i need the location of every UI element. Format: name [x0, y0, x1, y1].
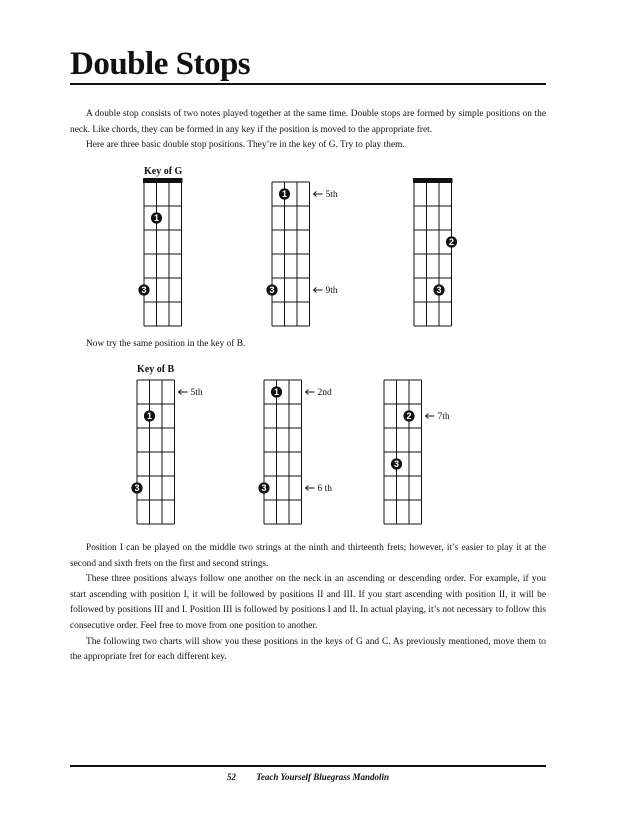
finger-number: 1 — [153, 213, 160, 224]
finger-number: 3 — [141, 285, 147, 296]
finger-number: 1 — [281, 189, 288, 200]
key-label: Key of B — [137, 364, 175, 375]
title-rule — [70, 83, 546, 85]
fret-arrow — [306, 390, 315, 395]
fret-position-label: 9th — [325, 286, 338, 297]
finger-number: 3 — [269, 285, 275, 296]
chord-diagram-g-1 — [140, 164, 220, 324]
intro-paragraph: Here are three basic double stop positions. They’re in the key of G. Try to play them. — [86, 140, 405, 151]
mid-paragraph: Now try the same position in the key of B. — [86, 339, 246, 349]
finger-number: 1 — [146, 411, 153, 422]
outro-paragraph: These three positions always follow one another on the neck in an ascending or descending order. For example, if you start ascending with position I, it will be followed by positions II and III. If you start ascending with position II, it will be followed by positions III and I. Position III is followed by positions I and II. In actual playing, it’s not necessary to follow this consecutive order. Feel free to move from one position to another. — [70, 574, 546, 631]
fret-arrow — [426, 414, 435, 419]
finger-number: 3 — [134, 483, 140, 494]
finger-number: 3 — [393, 459, 400, 470]
fret-position-label: 6 th — [317, 484, 333, 495]
fret-arrow — [314, 288, 323, 293]
fret-position-label: 2nd — [317, 388, 332, 399]
finger-number: 3 — [436, 285, 442, 296]
intro-text — [70, 107, 546, 154]
fret-position-label: 5th — [325, 190, 338, 201]
finger-number: 1 — [273, 387, 280, 398]
outro-paragraph: Position I can be played on the middle two strings at the ninth and thirteenth frets; however, it’s easier to play it at the second and sixth frets on the first and second strings. — [70, 543, 546, 569]
chord-diagram-g-2 — [268, 164, 378, 324]
finger-number: 2 — [448, 237, 455, 248]
outro-text — [70, 541, 546, 666]
fret-arrow — [179, 390, 188, 395]
page-title: Double Stops — [70, 46, 251, 82]
fret-arrow — [314, 192, 323, 197]
finger-number: 3 — [261, 483, 267, 494]
footer-rule — [70, 765, 546, 767]
chord-diagram-g-3 — [410, 164, 490, 324]
intro-paragraph: A double stop consists of two notes played together at the same time. Double stops are formed by simple positions on the neck. Like chords, they can be formed in any key if the position is moved to the appropriate fret. — [70, 109, 546, 135]
fret-position-label: 7th — [437, 412, 450, 423]
finger-number: 2 — [406, 411, 412, 422]
fret-arrow — [306, 486, 315, 491]
chord-diagram-b-2 — [260, 362, 370, 522]
page-footer — [70, 772, 546, 782]
outro-paragraph: The following two charts will show you these positions in the keys of G and C. As previously mentioned, move them to the appropriate fret for each different key. — [70, 636, 546, 663]
nut-bar — [413, 178, 453, 183]
chord-diagram-b-3 — [380, 362, 490, 522]
chord-diagram-b-1 — [133, 362, 243, 522]
book-title: Teach Yourself Bluegrass Mandolin — [256, 772, 390, 782]
mid-text — [70, 337, 546, 353]
fret-position-label: 5th — [190, 388, 203, 399]
page-number: 52 — [226, 772, 236, 782]
key-label: Key of G — [144, 166, 183, 177]
nut-bar — [143, 178, 183, 183]
